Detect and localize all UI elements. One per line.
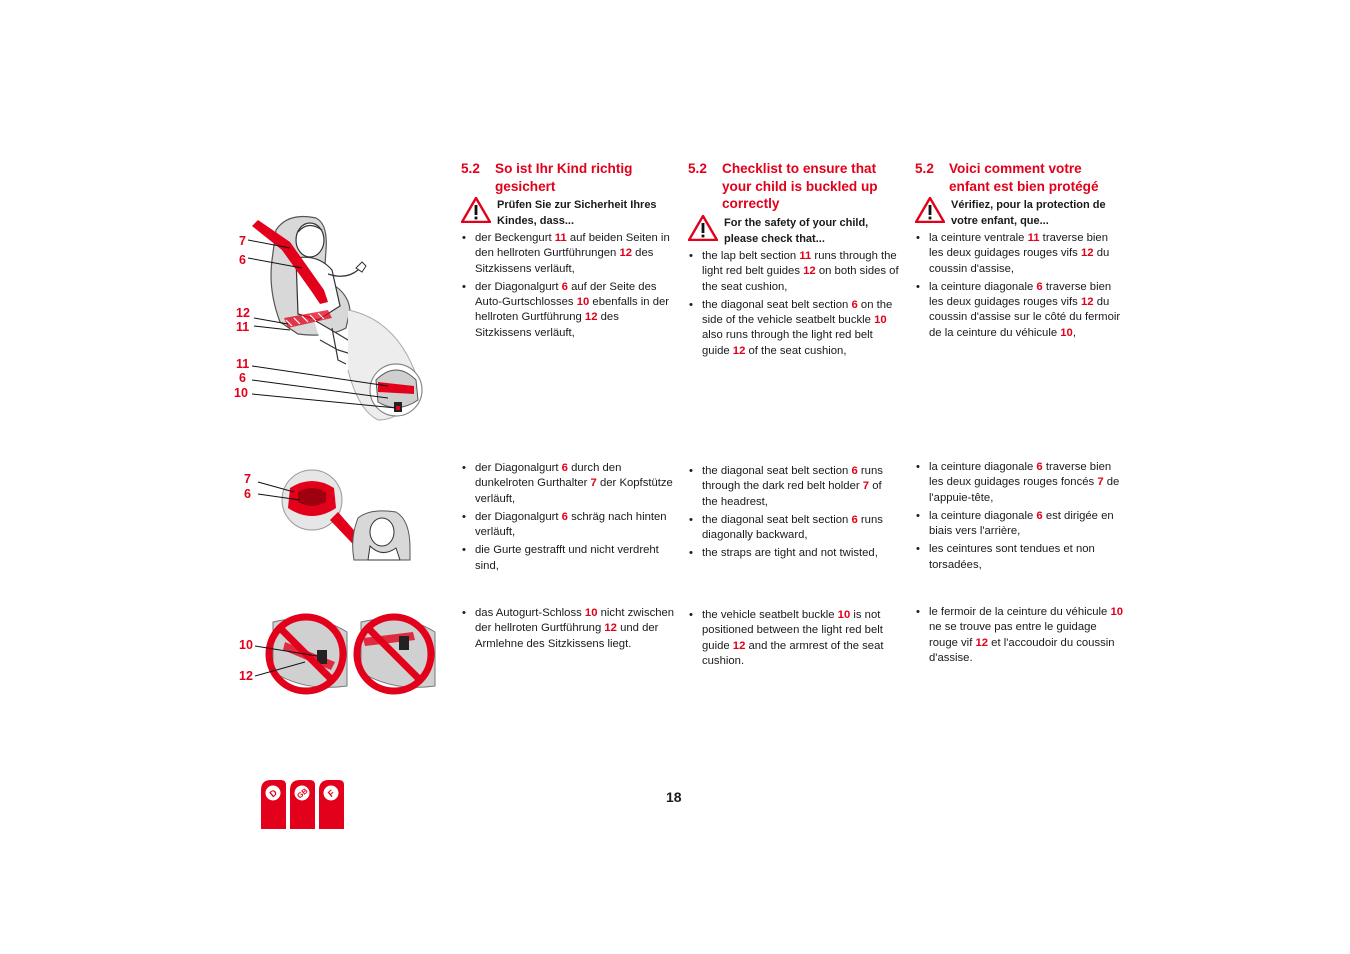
language-tab-f xyxy=(319,780,344,829)
checklist-de-1 xyxy=(461,231,676,344)
list-item: • the vehicle seatbelt buckle 10 is not positioned between the light red belt guide 12 and the armrest of the seat cushion. xyxy=(688,608,898,669)
checklist-fr-1 xyxy=(915,231,1125,344)
child-seat-illustration xyxy=(228,210,428,430)
figure-child-seat-lap-belt xyxy=(228,210,428,430)
list-item: • der Diagonalgurt 6 schräg nach hinten verläuft, xyxy=(461,510,676,541)
warning-fr xyxy=(915,197,1135,231)
warning-de xyxy=(461,197,681,231)
section-number: 5.2 xyxy=(915,161,934,176)
checklist-fr-2 xyxy=(915,460,1120,576)
checklist-en-1 xyxy=(688,249,903,362)
warning-text: Prüfen Sie zur Sicherheit Ihres Kindes, dass... xyxy=(497,199,657,227)
list-item: • la ceinture diagonale 6 traverse bien les deux guidages rouges foncés 7 de l'appuie-tête, xyxy=(915,460,1120,506)
list-item: • la ceinture diagonale 6 traverse bien les deux guidages rouges vifs 12 du coussin d'assise sur le côté du fermoir de la ceinture du véhicule 10, xyxy=(915,280,1125,341)
callout-7-fig2: 7 xyxy=(244,472,251,486)
list-item: • der Diagonalgurt 6 durch den dunkelroten Gurthalter 7 der Kopfstütze verläuft, xyxy=(461,461,676,507)
section-number: 5.2 xyxy=(461,161,480,176)
callout-7: 7 xyxy=(239,234,246,248)
list-item: • der Diagonalgurt 6 auf der Seite des Auto-Gurtschlosses 10 ebenfalls in der hellroten Gurtführung 12 des Sitzkissens verläuft, xyxy=(461,280,676,341)
language-tab-gb xyxy=(290,780,315,829)
warning-triangle-icon xyxy=(688,215,718,241)
callout-11b: 11 xyxy=(236,357,250,371)
list-item: • die Gurte gestrafft und nicht verdreht sind, xyxy=(461,543,676,574)
section-number: 5.2 xyxy=(688,161,707,176)
list-item: • les ceintures sont tendues et non torsadées, xyxy=(915,542,1120,573)
list-item: • der Beckengurt 11 auf beiden Seiten in den hellroten Gurtführungen 12 des Sitzkissens verläuft, xyxy=(461,231,676,277)
section-title: Voici comment votre enfant est bien protégé xyxy=(949,161,1099,194)
section-title: So ist Ihr Kind richtig gesichert xyxy=(495,161,633,194)
callout-6b: 6 xyxy=(239,371,246,385)
language-tab-label: GB xyxy=(295,786,310,801)
callout-11: 11 xyxy=(236,320,250,334)
checklist-en-2 xyxy=(688,464,893,565)
figure-headrest-belt-holder xyxy=(250,468,420,563)
language-tab-icons xyxy=(260,778,350,830)
prohibited-illustration xyxy=(255,612,440,697)
language-tab-d xyxy=(261,780,286,829)
section-title: Checklist to ensure that your child is buckled up correctly xyxy=(722,161,878,211)
list-item: • the diagonal seat belt section 6 runs through the dark red belt holder 7 of the headrest, xyxy=(688,464,893,510)
list-item: • the diagonal seat belt section 6 on the side of the vehicle seatbelt buckle 10 also runs through the light red belt guide 12 of the seat cushion, xyxy=(688,298,903,359)
figure-prohibited-buckle xyxy=(255,612,440,697)
list-item: • la ceinture ventrale 11 traverse bien les deux guidages rouges vifs 12 du coussin d'assise, xyxy=(915,231,1125,277)
callout-10-fig3: 10 xyxy=(239,638,253,652)
language-tab-label: D xyxy=(267,787,280,800)
checklist-de-3 xyxy=(461,606,676,655)
checklist-en-3 xyxy=(688,608,898,672)
section-heading-fr xyxy=(915,160,1145,196)
callout-12: 12 xyxy=(236,306,250,320)
warning-triangle-icon xyxy=(915,197,945,223)
warning-triangle-icon xyxy=(461,197,491,223)
warning-text: Vérifiez, pour la protection de votre enfant, que... xyxy=(951,199,1106,227)
callout-6: 6 xyxy=(239,253,246,267)
language-tab-label: F xyxy=(326,787,337,799)
section-heading-en xyxy=(688,160,918,214)
list-item: • la ceinture diagonale 6 est dirigée en biais vers l'arrière, xyxy=(915,509,1120,540)
list-item: • das Autogurt-Schloss 10 nicht zwischen der hellroten Gurtführung 12 und der Armlehne des Sitzkissens liegt. xyxy=(461,606,676,652)
list-item: • the lap belt section 11 runs through the light red belt guides 12 on both sides of the seat cushion, xyxy=(688,249,903,295)
callout-6-fig2: 6 xyxy=(244,487,251,501)
list-item: • the diagonal seat belt section 6 runs diagonally backward, xyxy=(688,513,893,544)
checklist-fr-3 xyxy=(915,605,1125,669)
warning-text: For the safety of your child, please check that... xyxy=(724,217,869,245)
warning-en xyxy=(688,215,908,249)
section-heading-de xyxy=(461,160,691,196)
callout-12-fig3: 12 xyxy=(239,669,253,683)
language-tabs xyxy=(260,778,350,830)
list-item: • the straps are tight and not twisted, xyxy=(688,546,893,561)
list-item: • le fermoir de la ceinture du véhicule 10 ne se trouve pas entre le guidage rouge vif 12 et l'accoudoir du coussin d'assise. xyxy=(915,605,1125,666)
callout-10: 10 xyxy=(234,386,248,400)
page-number: 18 xyxy=(666,789,682,805)
checklist-de-2 xyxy=(461,461,676,577)
headrest-illustration xyxy=(250,468,420,563)
